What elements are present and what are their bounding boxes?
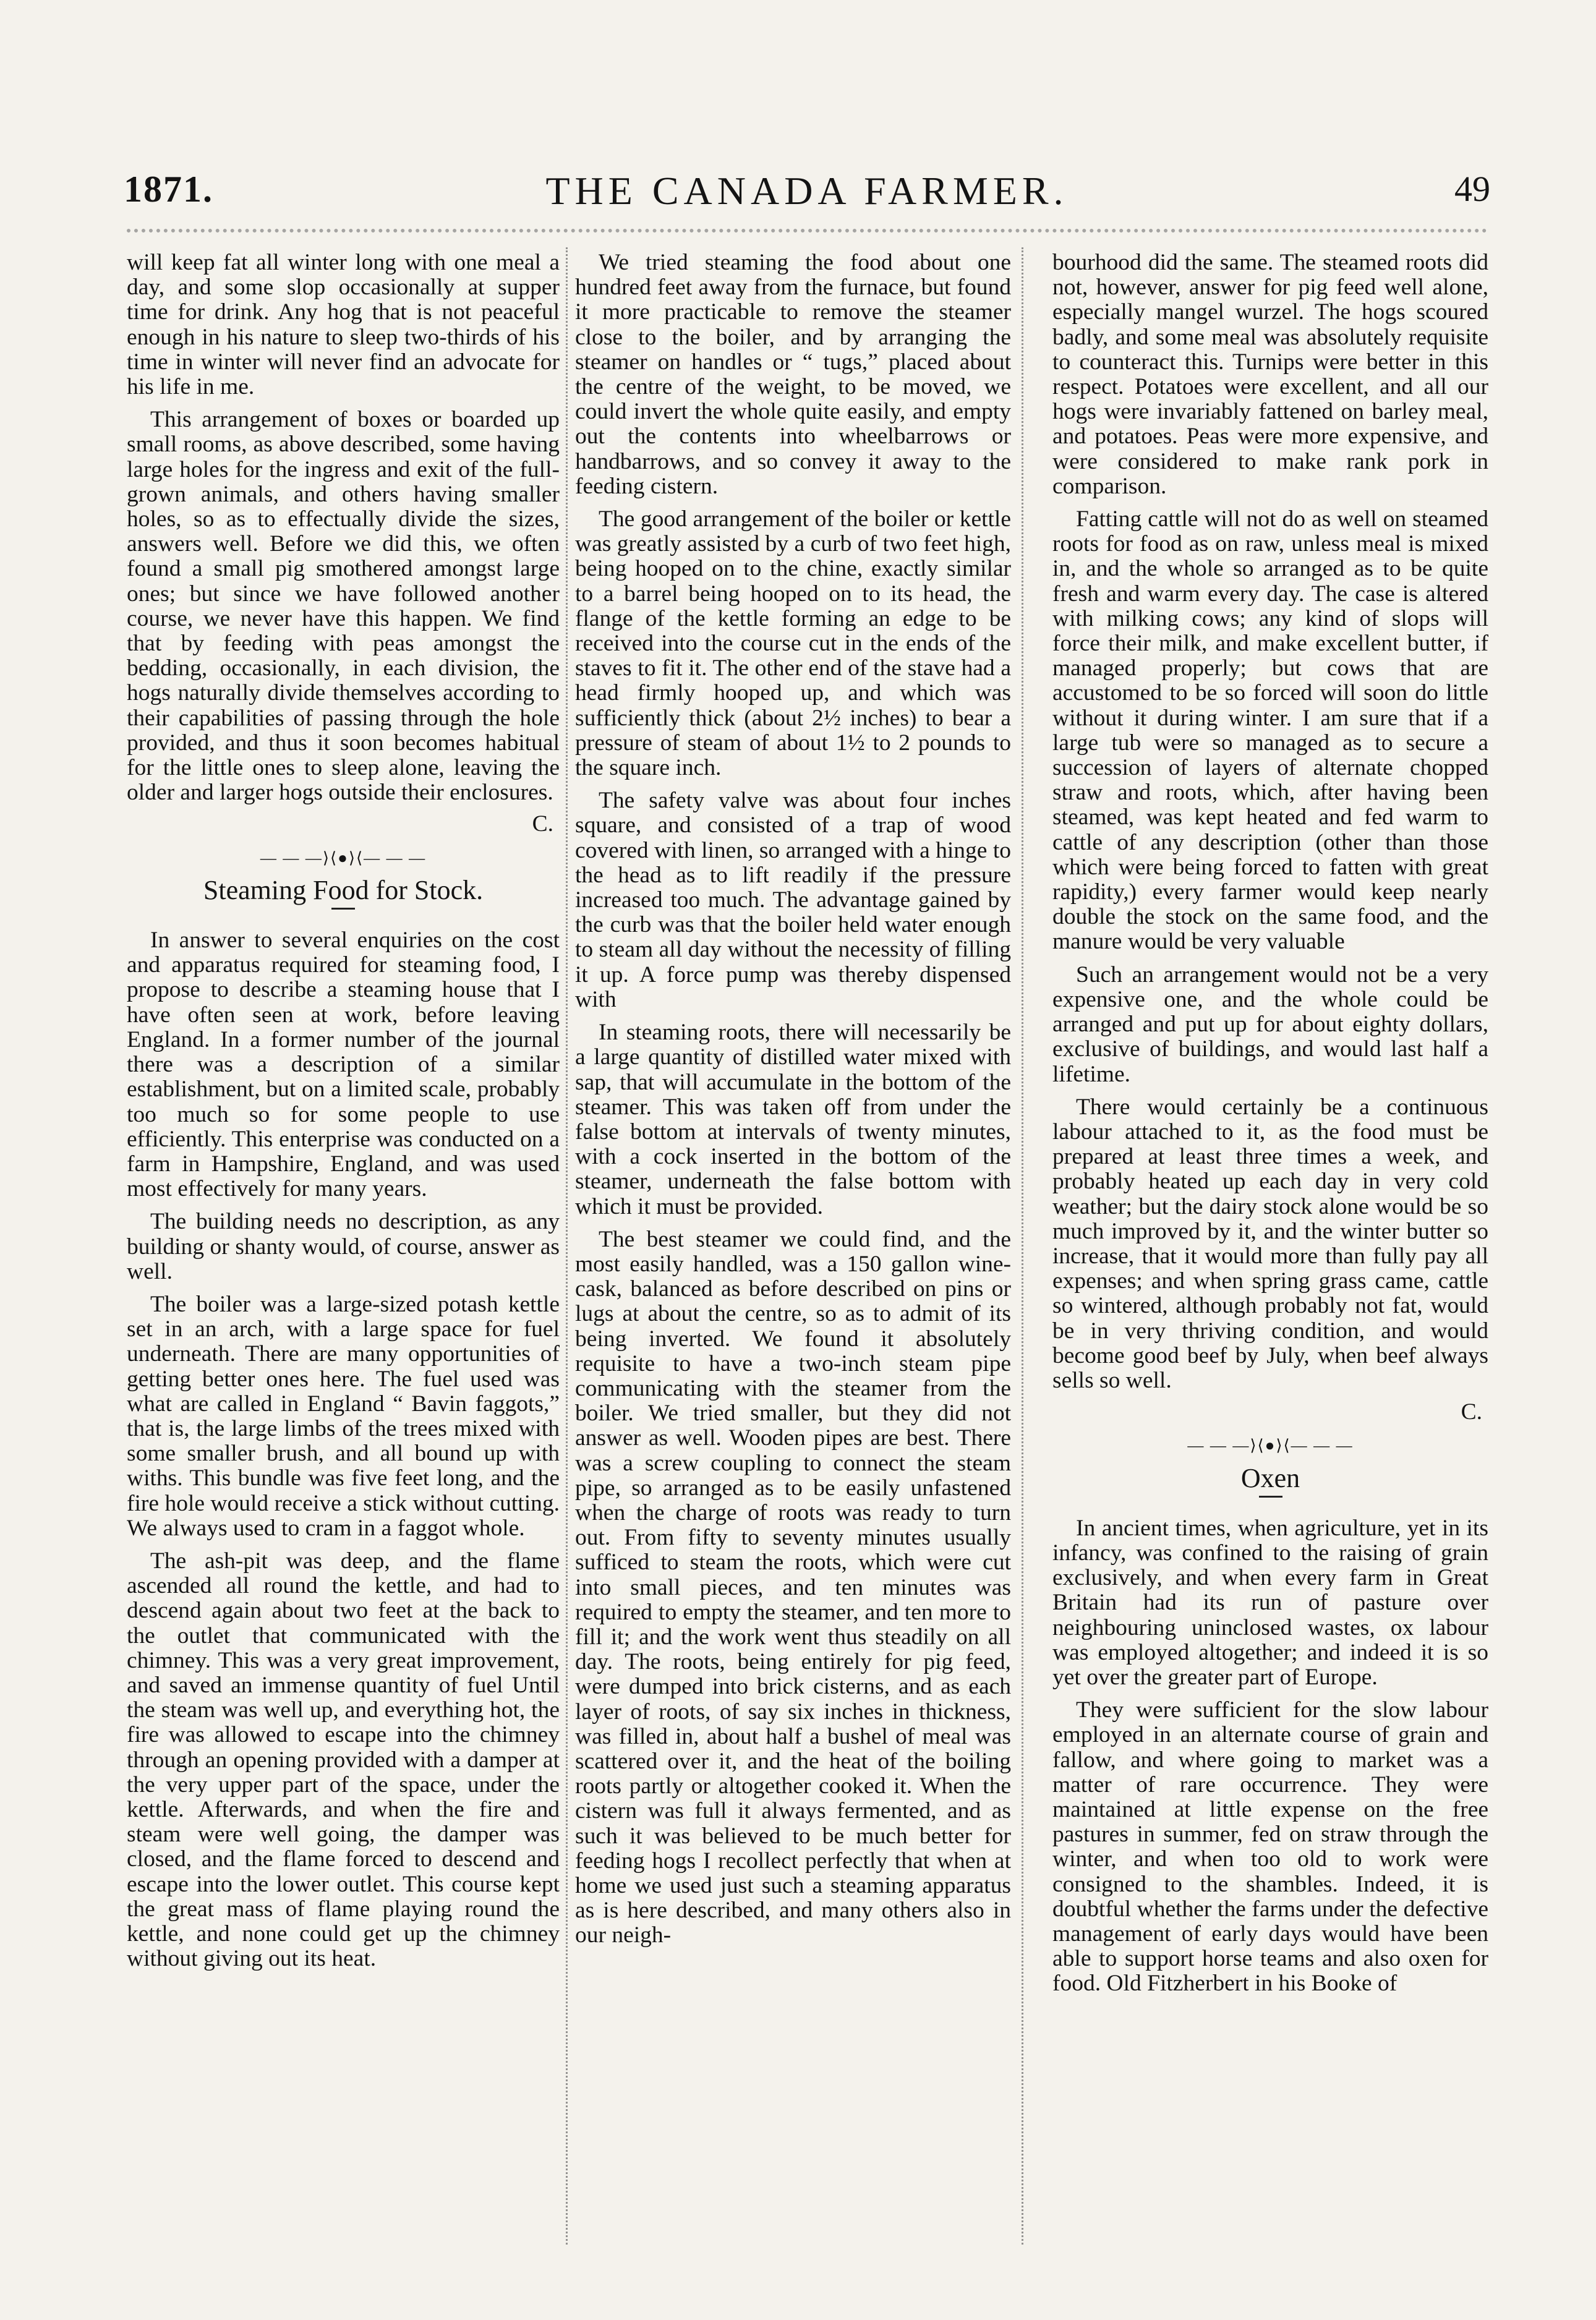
- paragraph: In steaming roots, there will necessarily be a large quantity of distilled water mixed with sap, that will accumulate in the bottom of the steamer. This was taken off from under the false bottom at intervals of twenty minutes, with a cock inserted in the bottom of the steamer, underneath the false bottom with which it must be provided.: [575, 1020, 1011, 1219]
- paragraph: This arrangement of boxes or boarded up small rooms, as above described, some having large holes for the ingress and exit of the full-grown animals, and others having smaller holes, so as to effectually divide the sizes, answers well. Before we did this, we often found a small pig smothered amongst large ones; but since we have followed another course, we never have this happen. We find that by feeding with peas amongst the bedding, occasionally, in each division, the hogs naturally divide themselves according to their capabilities of passing through the hole provided, and thus it soon becomes habitual for the little ones to sleep alone, leaving the older and larger hogs outside their enclosures.: [127, 407, 560, 806]
- column-1: [127, 250, 560, 1979]
- paragraph: The ash-pit was deep, and the flame ascended all round the kettle, and had to descend again about two feet at the back to the outlet that communicated with the chimney. This was a very great improvement, and saved an immense quantity of fuel Until the steam was well up, and everything hot, the fire was allowed to escape into the chimney through an opening provided with a damper at the very upper part of the space, under the kettle. Afterwards, and when the fire and steam were well going, the damper was closed, and the flame forced to descend and escape into the lower outlet. This course kept the great mass of flame playing round the kettle, and none could get up the chimney without giving out its heat.: [127, 1548, 560, 1972]
- paragraph: In ancient times, when agriculture, yet in its infancy, was confined to the raising of grain exclusively, and when every farm in Great Britain had its run of pasture over neighbouring uninclosed wastes, ox labour was employed altogether; and indeed it is so yet over the greater part of Europe.: [1052, 1515, 1488, 1690]
- author-signature: C.: [532, 811, 553, 837]
- paragraph: They were sufficient for the slow labour employed in an alternate course of grain and fallow, and where going to market was a matter of rare occurrence. They were maintained at little expense on the free pastures in summer, fed on straw through the winter, and when too old to work were consigned to the shambles. Indeed, it is doubtful whether the farms under the defective management of early days would have been able to support horse teams and also oxen for food. Old Fitzherbert in his Booke of: [1052, 1697, 1488, 1997]
- paragraph: Such an arrangement would not be a very expensive one, and the whole could be arranged and put up for about eighty dollars, exclusive of buildings, and would last half a lifetime.: [1052, 962, 1488, 1087]
- column-2: [575, 250, 1011, 1956]
- paragraph: bourhood did the same. The steamed roots did not, however, answer for pig feed well alone, especially mangel wurzel. The hogs scoured badly, and some meal was absolutely requisite to counteract this. Turnips were better in this respect. Potatoes were excellent, and all our hogs were invariably fattened on barley meal, and potatoes. Peas were more expensive, and were considered to make rank pork in comparison.: [1052, 250, 1488, 499]
- page-header: [124, 168, 1490, 218]
- paragraph: In answer to several enquiries on the cost and apparatus required for steaming food, I propose to describe a steaming house that I have often seen at work, before leaving England. In a former number of the journal there was a description of a similar establishment, but on a limited scale, probably too much so for some people to use efficiently. This enterprise was conducted on a farm in Hampshire, England, and was used most effectively for many years.: [127, 928, 560, 1202]
- issue-year: 1871.: [124, 169, 213, 210]
- column-divider-1: [566, 247, 568, 2245]
- column-divider-2: [1022, 247, 1023, 2245]
- article-heading: Oxen: [1240, 1462, 1300, 1493]
- article-heading: Steaming Food for Stock.: [203, 874, 484, 905]
- section-ornament: — — —⟩⟨●⟩⟨— — —: [260, 848, 427, 867]
- author-signature: C.: [1461, 1399, 1482, 1425]
- paragraph: will keep fat all winter long with one meal a day, and some slop occasionally at supper time for drink. Any hog that is not peaceful enough in his nature to sleep two-thirds of his time in winter will never find an advocate for his life in me.: [127, 250, 560, 400]
- header-rule: [127, 229, 1487, 232]
- paragraph: The building needs no description, as any building or shanty would, of course, answer as well.: [127, 1209, 560, 1284]
- masthead-title: THE CANADA FARMER.: [545, 169, 1069, 213]
- paragraph: The best steamer we could find, and the most easily handled, was a 150 gallon wine-cask, balanced as before described on pins or lugs at about the centre, so as to admit of its being inverted. We found it absolutely requisite to have a two-inch steam pipe communicating with the steamer from the boiler. We tried smaller, but they did not answer as well. Wooden pipes are best. There was a screw coupling to connect the steam pipe, so arranged as to be easily unfastened when the charge of roots was ready to turn out. From fifty to seventy minutes usually sufficed to steam the roots, which were cut into small pieces, and ten minutes was required to empty the steamer, and ten more to fill it; and the work went thus steadily on all day. The roots, being entirely for pig feed, were dumped into brick cisterns, and as each layer of roots, of say six inches in thickness, was filled in, about half a bushel of meal was scattered over it, and the heat of the boiling roots partly or altogether cooked it. When the cistern was full it always fermented, and as such it was believed to be much better for feeding hogs I recollect perfectly that when at home we used just such a steaming apparatus as is here described, and many others also in our neigh-: [575, 1226, 1011, 1948]
- heading-dash: [1259, 1496, 1282, 1498]
- column-3: [1052, 250, 1488, 2005]
- heading-dash: [331, 908, 355, 910]
- paragraph: There would certainly be a continuous labour attached to it, as the food must be prepared at least three times a week, and probably heated up each day in very cold weather; but the dairy stock alone would be so much improved by it, and the winter butter so increase, that it would more than fully pay all expenses; and when spring grass came, cattle so wintered, although probably not fat, would be in very thriving condition, and would become good beef by July, when beef always sells so well.: [1052, 1094, 1488, 1393]
- paragraph: Fatting cattle will not do as well on steamed roots for food as on raw, unless meal is mixed in, and the whole so arranged as to be quite fresh and warm every day. The case is altered with milking cows; any kind of slops will force their milk, and make excellent butter, if managed properly; but cows that are accustomed to be so forced will soon do little without it during winter. I am sure that if a large tub were so managed as to secure a succession of layers of alternate chopped straw and roots, which, after having been steamed, was kept heated and fed warm to cattle of any description (other than those which were being forced to fatten with great rapidity,) every farmer would keep nearly double the stock on the same food, and the manure would be very valuable: [1052, 506, 1488, 955]
- paragraph: The good arrangement of the boiler or kettle was greatly assisted by a curb of two feet high, being hooped on to the chine, exactly similar to a barrel being hooped on to its head, the flange of the kettle forming an edge to be received into the course cut in the ends of the staves to fit it. The other end of the stave had a head firmly hooped up, and which was sufficiently thick (about 2½ inches) to bear a pressure of steam of about 1½ to 2 pounds to the square inch.: [575, 506, 1011, 781]
- paragraph: The safety valve was about four inches square, and consisted of a trap of wood covered with linen, so arranged with a hinge to the head as to lift readily if the pressure increased too much. The advantage gained by the curb was that the boiler held water enough to steam all day without the necessity of filling it up. A force pump was thereby dispensed with: [575, 788, 1011, 1012]
- paragraph: The boiler was a large-sized potash kettle set in an arch, with a large space for fuel underneath. There are many opportunities of getting better ones here. The fuel used was what are called in England “ Bavin faggots,” that is, the large limbs of the trees mixed with some smaller brush, and all bound up with withs. This bundle was five feet long, and the fire hole would receive a stick without cutting. We always used to cram in a faggot whole.: [127, 1291, 560, 1541]
- section-ornament: — — —⟩⟨●⟩⟨— — —: [1187, 1436, 1354, 1455]
- paragraph: We tried steaming the food about one hundred feet away from the furnace, but found it more practicable to remove the steamer close to the boiler, and by arranging the steamer on handles or “ tugs,” placed about the centre of the weight, to be moved, we could invert the whole quite easily, and empty out the contents into wheelbarrows or handbarrows, and so convey it away to the feeding cistern.: [575, 250, 1011, 499]
- page-number: 49: [1454, 169, 1490, 209]
